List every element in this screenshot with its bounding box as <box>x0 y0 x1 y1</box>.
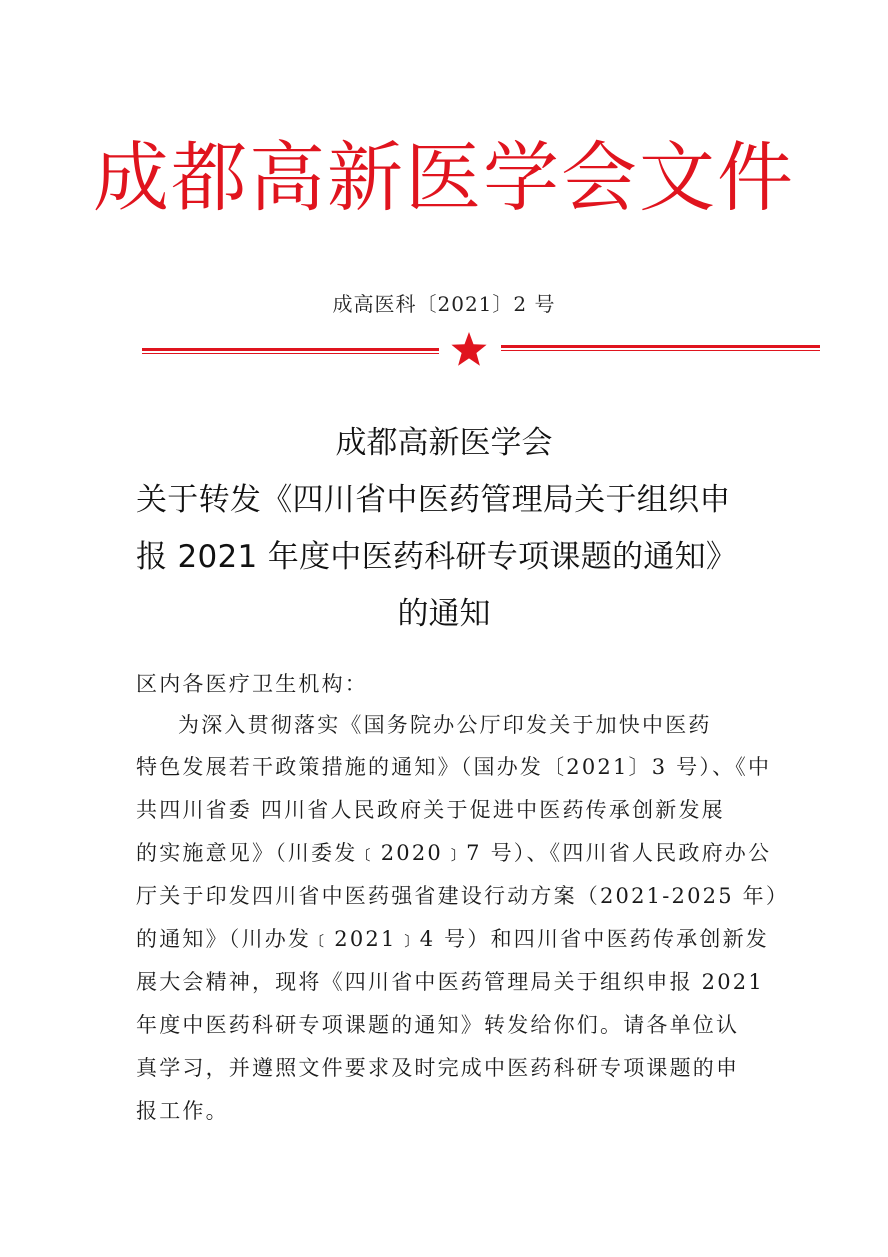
paragraph-line: 展大会精神，现将《四川省中医药管理局关于组织申报 2021 <box>136 970 764 994</box>
title-line-3: 报 2021 年度中医药科研专项课题的通知》 <box>136 539 738 575</box>
paragraph-line: 年度中医药科研专项课题的通知》转发给你们。请各单位认 <box>136 1013 740 1037</box>
title-line-2: 关于转发《四川省中医药管理局关于组织申 <box>136 482 731 518</box>
document-number: 成高医科〔2021〕2 号 <box>332 292 556 316</box>
paragraph-line: 共四川省委 四川省人民政府关于促进中医药传承创新发展 <box>136 798 725 822</box>
title-line-4: 的通知 <box>397 596 491 632</box>
paragraph-line: 为深入贯彻落实《国务院办公厅印发关于加快中医药 <box>178 713 712 737</box>
paragraph-line: 的通知》（川办发﹝2021﹞4 号）和四川省中医药传承创新发 <box>136 927 769 951</box>
salutation: 区内各医疗卫生机构： <box>136 672 368 696</box>
paragraph-line: 的实施意见》（川委发﹝2020﹞7 号）、《四川省人民政府办公 <box>136 841 772 865</box>
paragraph-line: 报工作。 <box>136 1099 229 1123</box>
paragraph-line: 厅关于印发四川省中医药强省建设行动方案（2021-2025 年） <box>136 884 790 908</box>
masthead-title: 成都高新医学会文件 <box>93 133 795 222</box>
paragraph-line: 真学习，并遵照文件要求及时完成中医药科研专项课题的申 <box>136 1056 740 1080</box>
paragraph-line: 特色发展若干政策措施的通知》（国办发〔2021〕3 号）、《中 <box>136 755 772 779</box>
title-line-1: 成都高新医学会 <box>335 425 553 461</box>
